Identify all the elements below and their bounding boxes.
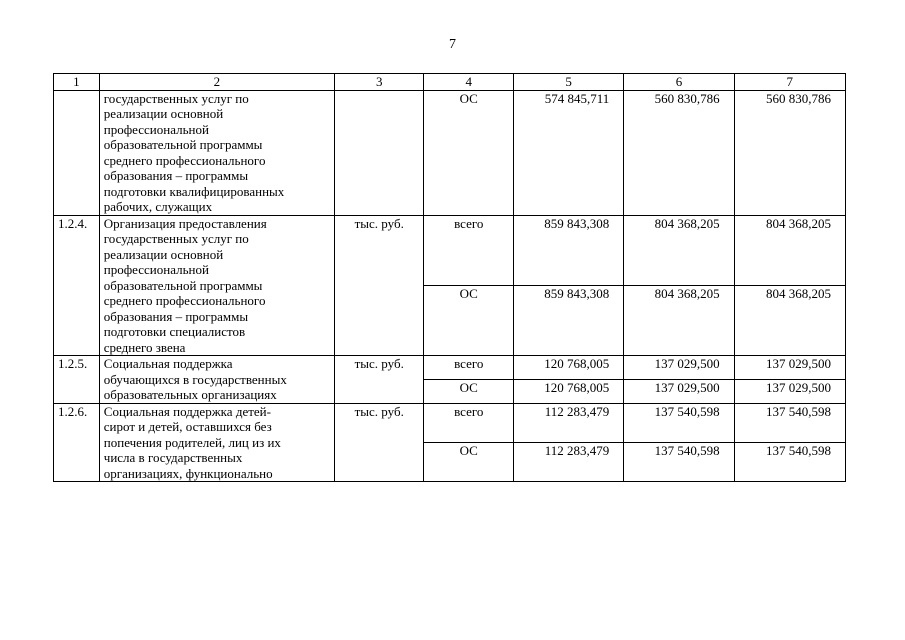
header-cell-3: 3 bbox=[334, 74, 424, 91]
description-line: образовательной программы bbox=[103, 137, 263, 152]
value-col-7: 804 368,205 bbox=[734, 215, 845, 285]
header-cell-5: 5 bbox=[513, 74, 623, 91]
item-description bbox=[99, 90, 334, 215]
funding-source: ОС bbox=[424, 90, 514, 215]
header-cell-2: 2 bbox=[99, 74, 334, 91]
table-row bbox=[54, 356, 846, 380]
description-line: Организация предоставления bbox=[103, 215, 267, 231]
value-col-6: 137 029,500 bbox=[624, 356, 734, 380]
value-col-6: 804 368,205 bbox=[624, 285, 734, 355]
description-line: среднего профессионального bbox=[103, 293, 266, 308]
description-line: среднего профессионального bbox=[103, 152, 266, 168]
funding-source: всего bbox=[424, 403, 514, 442]
description-line: реализации основной bbox=[103, 106, 224, 121]
description-line: образования – программы bbox=[103, 168, 249, 183]
value-col-7: 137 540,598 bbox=[734, 442, 845, 481]
description-line: Социальная поддержка bbox=[103, 356, 233, 371]
description-line: среднего звена bbox=[103, 339, 186, 355]
description-line: реализации основной bbox=[103, 246, 224, 262]
item-unit: тыс. руб. bbox=[334, 215, 424, 356]
description-line: попечения родителей, лиц из их bbox=[103, 434, 281, 450]
budget-table bbox=[53, 73, 846, 482]
item-description bbox=[99, 215, 334, 356]
value-col-6: 137 540,598 bbox=[624, 403, 734, 442]
description-line: профессиональной bbox=[103, 121, 209, 137]
funding-source: всего bbox=[424, 356, 514, 380]
description-line: подготовки квалифицированных bbox=[103, 183, 285, 199]
table-row bbox=[54, 90, 846, 215]
value-col-7: 560 830,786 bbox=[734, 90, 845, 215]
description-line: образовательной программы bbox=[103, 277, 263, 293]
value-col-7: 137 540,598 bbox=[734, 403, 845, 442]
value-col-6: 804 368,205 bbox=[624, 215, 734, 285]
description-line: обучающихся в государственных bbox=[103, 371, 287, 387]
value-col-6: 137 029,500 bbox=[624, 379, 734, 403]
item-code: 1.2.6. bbox=[54, 403, 100, 482]
header-row bbox=[54, 74, 846, 91]
value-col-5: 574 845,711 bbox=[513, 90, 623, 215]
value-col-5: 112 283,479 bbox=[513, 442, 623, 481]
value-col-5: 112 283,479 bbox=[513, 403, 623, 442]
funding-source: ОС bbox=[424, 285, 514, 355]
description-line: образовательных организациях bbox=[103, 387, 277, 402]
description-line: образования – программы bbox=[103, 308, 249, 324]
budget-table-body bbox=[54, 74, 846, 482]
description-line: профессиональной bbox=[103, 262, 209, 277]
table-row bbox=[54, 403, 846, 442]
value-col-6: 137 540,598 bbox=[624, 442, 734, 481]
item-unit: тыс. руб. bbox=[334, 356, 424, 404]
item-code: 1.2.5. bbox=[54, 356, 100, 404]
header-cell-4: 4 bbox=[424, 74, 514, 91]
value-col-5: 859 843,308 bbox=[513, 285, 623, 355]
header-cell-6: 6 bbox=[624, 74, 734, 91]
description-line: государственных услуг по bbox=[103, 90, 249, 106]
page-number: 7 bbox=[449, 37, 456, 52]
description-line: государственных услуг по bbox=[103, 231, 249, 246]
value-col-7: 804 368,205 bbox=[734, 285, 845, 355]
header-cell-1: 1 bbox=[54, 74, 100, 91]
description-line: организациях, функционально bbox=[103, 465, 273, 481]
funding-source: всего bbox=[424, 215, 514, 285]
value-col-7: 137 029,500 bbox=[734, 356, 845, 380]
item-unit: тыс. руб. bbox=[334, 403, 424, 482]
value-col-6: 560 830,786 bbox=[624, 90, 734, 215]
description-line: подготовки специалистов bbox=[103, 324, 246, 339]
header-cell-7: 7 bbox=[734, 74, 845, 91]
item-description bbox=[99, 356, 334, 404]
funding-source: ОС bbox=[424, 379, 514, 403]
item-description bbox=[99, 403, 334, 482]
value-col-7: 137 029,500 bbox=[734, 379, 845, 403]
value-col-5: 859 843,308 bbox=[513, 215, 623, 285]
item-unit bbox=[334, 90, 424, 215]
description-line: Социальная поддержка детей- bbox=[103, 403, 271, 419]
funding-source: ОС bbox=[424, 442, 514, 481]
value-col-5: 120 768,005 bbox=[513, 379, 623, 403]
description-line: числа в государственных bbox=[103, 450, 243, 465]
description-line: рабочих, служащих bbox=[103, 199, 213, 214]
item-code: 1.2.4. bbox=[54, 215, 100, 356]
table-row bbox=[54, 215, 846, 285]
description-line: сирот и детей, оставшихся без bbox=[103, 419, 272, 434]
item-code bbox=[54, 90, 100, 215]
value-col-5: 120 768,005 bbox=[513, 356, 623, 380]
